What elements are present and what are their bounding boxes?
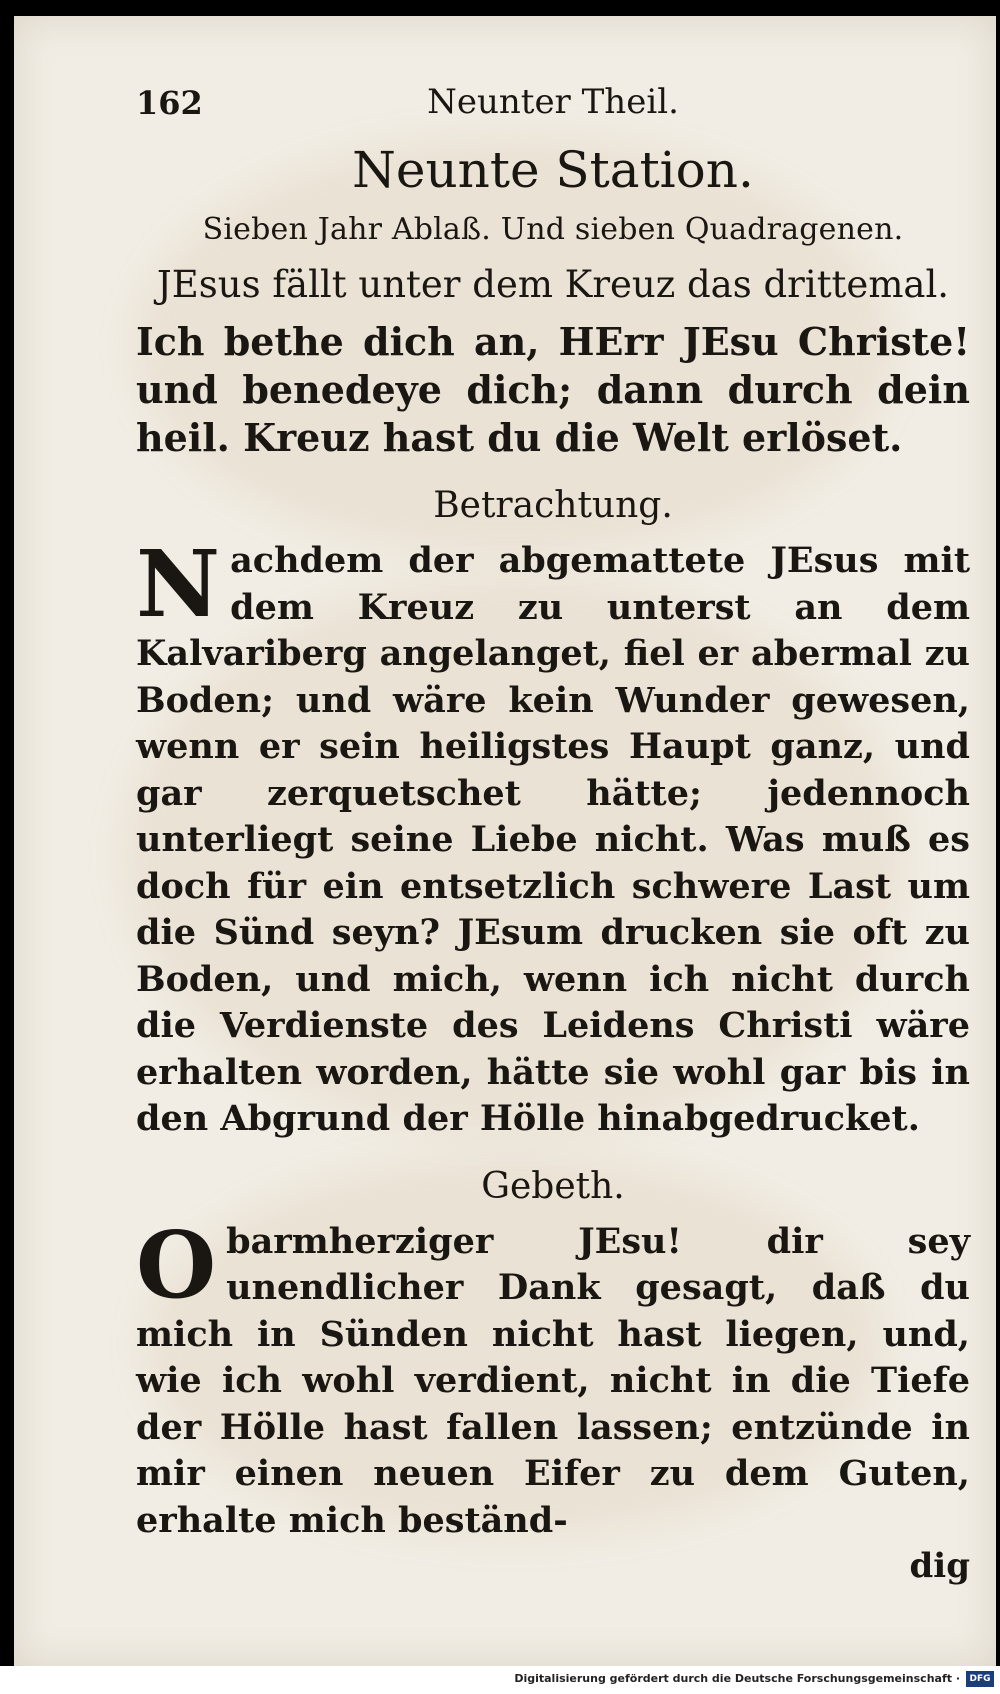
station-subtitle: JEsus fällt unter dem Kreuz das drittemal. <box>156 263 950 306</box>
prayer-paragraph <box>136 1210 970 1545</box>
running-head: Neunter Theil. <box>427 82 679 122</box>
page-number: 162 <box>136 84 203 122</box>
meditation-dropcap: N <box>136 530 221 638</box>
prayer-dropcap: O <box>136 1210 217 1319</box>
indulgence-line: Sieben Jahr Ablaß. Und sieben Quadragenen. <box>202 212 904 247</box>
dfg-logo-icon: DFG <box>966 1671 994 1687</box>
page-text-block <box>136 72 970 1586</box>
book-page <box>14 16 996 1666</box>
station-title: Neunte Station. <box>352 141 754 199</box>
invocation-paragraph: Ich bethe dich an, HErr JEsu Christe! und benedeye dich; dann durch dein heil. Kreuz hast du die Welt erlöset. <box>136 319 970 460</box>
meditation-heading: Betrachtung. <box>433 485 673 526</box>
meditation-text: achdem der abgemattete JEsus mit dem Kreuz zu unterst an dem Kalvariberg angelanget, fiel er abermal zu Boden; und wäre kein Wunder gewesen, wenn er sein heiligstes Haupt ganz, und gar zerquetschet hätte; jedennoch unterliegt seine Liebe nicht. Was muß es doch für ein entsetzlich schwere Last um die Sünd seyn? JEsum drucken sie oft zu Boden, und mich, wenn ich nicht durch die Verdienste des Leidens Christi wäre erhalten worden, hätte sie wohl gar bis in den Abgrund der Hölle hinabgedrucket. <box>136 540 970 1139</box>
prayer-heading: Gebeth. <box>481 1165 625 1207</box>
page-header <box>136 72 970 132</box>
catchword: dig <box>909 1546 970 1586</box>
funding-credit: Digitalisierung gefördert durch die Deutsche Forschungsgemeinschaft · <box>514 1672 960 1685</box>
prayer-text: barmherziger JEsu! dir sey unendlicher Dank gesagt, daß du mich in Sünden nicht hast liegen, und, wie ich wohl verdient, nicht in die Tiefe der Hölle hast fallen lassen; entzünde in mir einen neuen Eifer zu dem Guten, erhalte mich beständ- <box>136 1220 970 1541</box>
meditation-paragraph <box>136 530 970 1143</box>
digitization-footer <box>0 1666 1000 1694</box>
